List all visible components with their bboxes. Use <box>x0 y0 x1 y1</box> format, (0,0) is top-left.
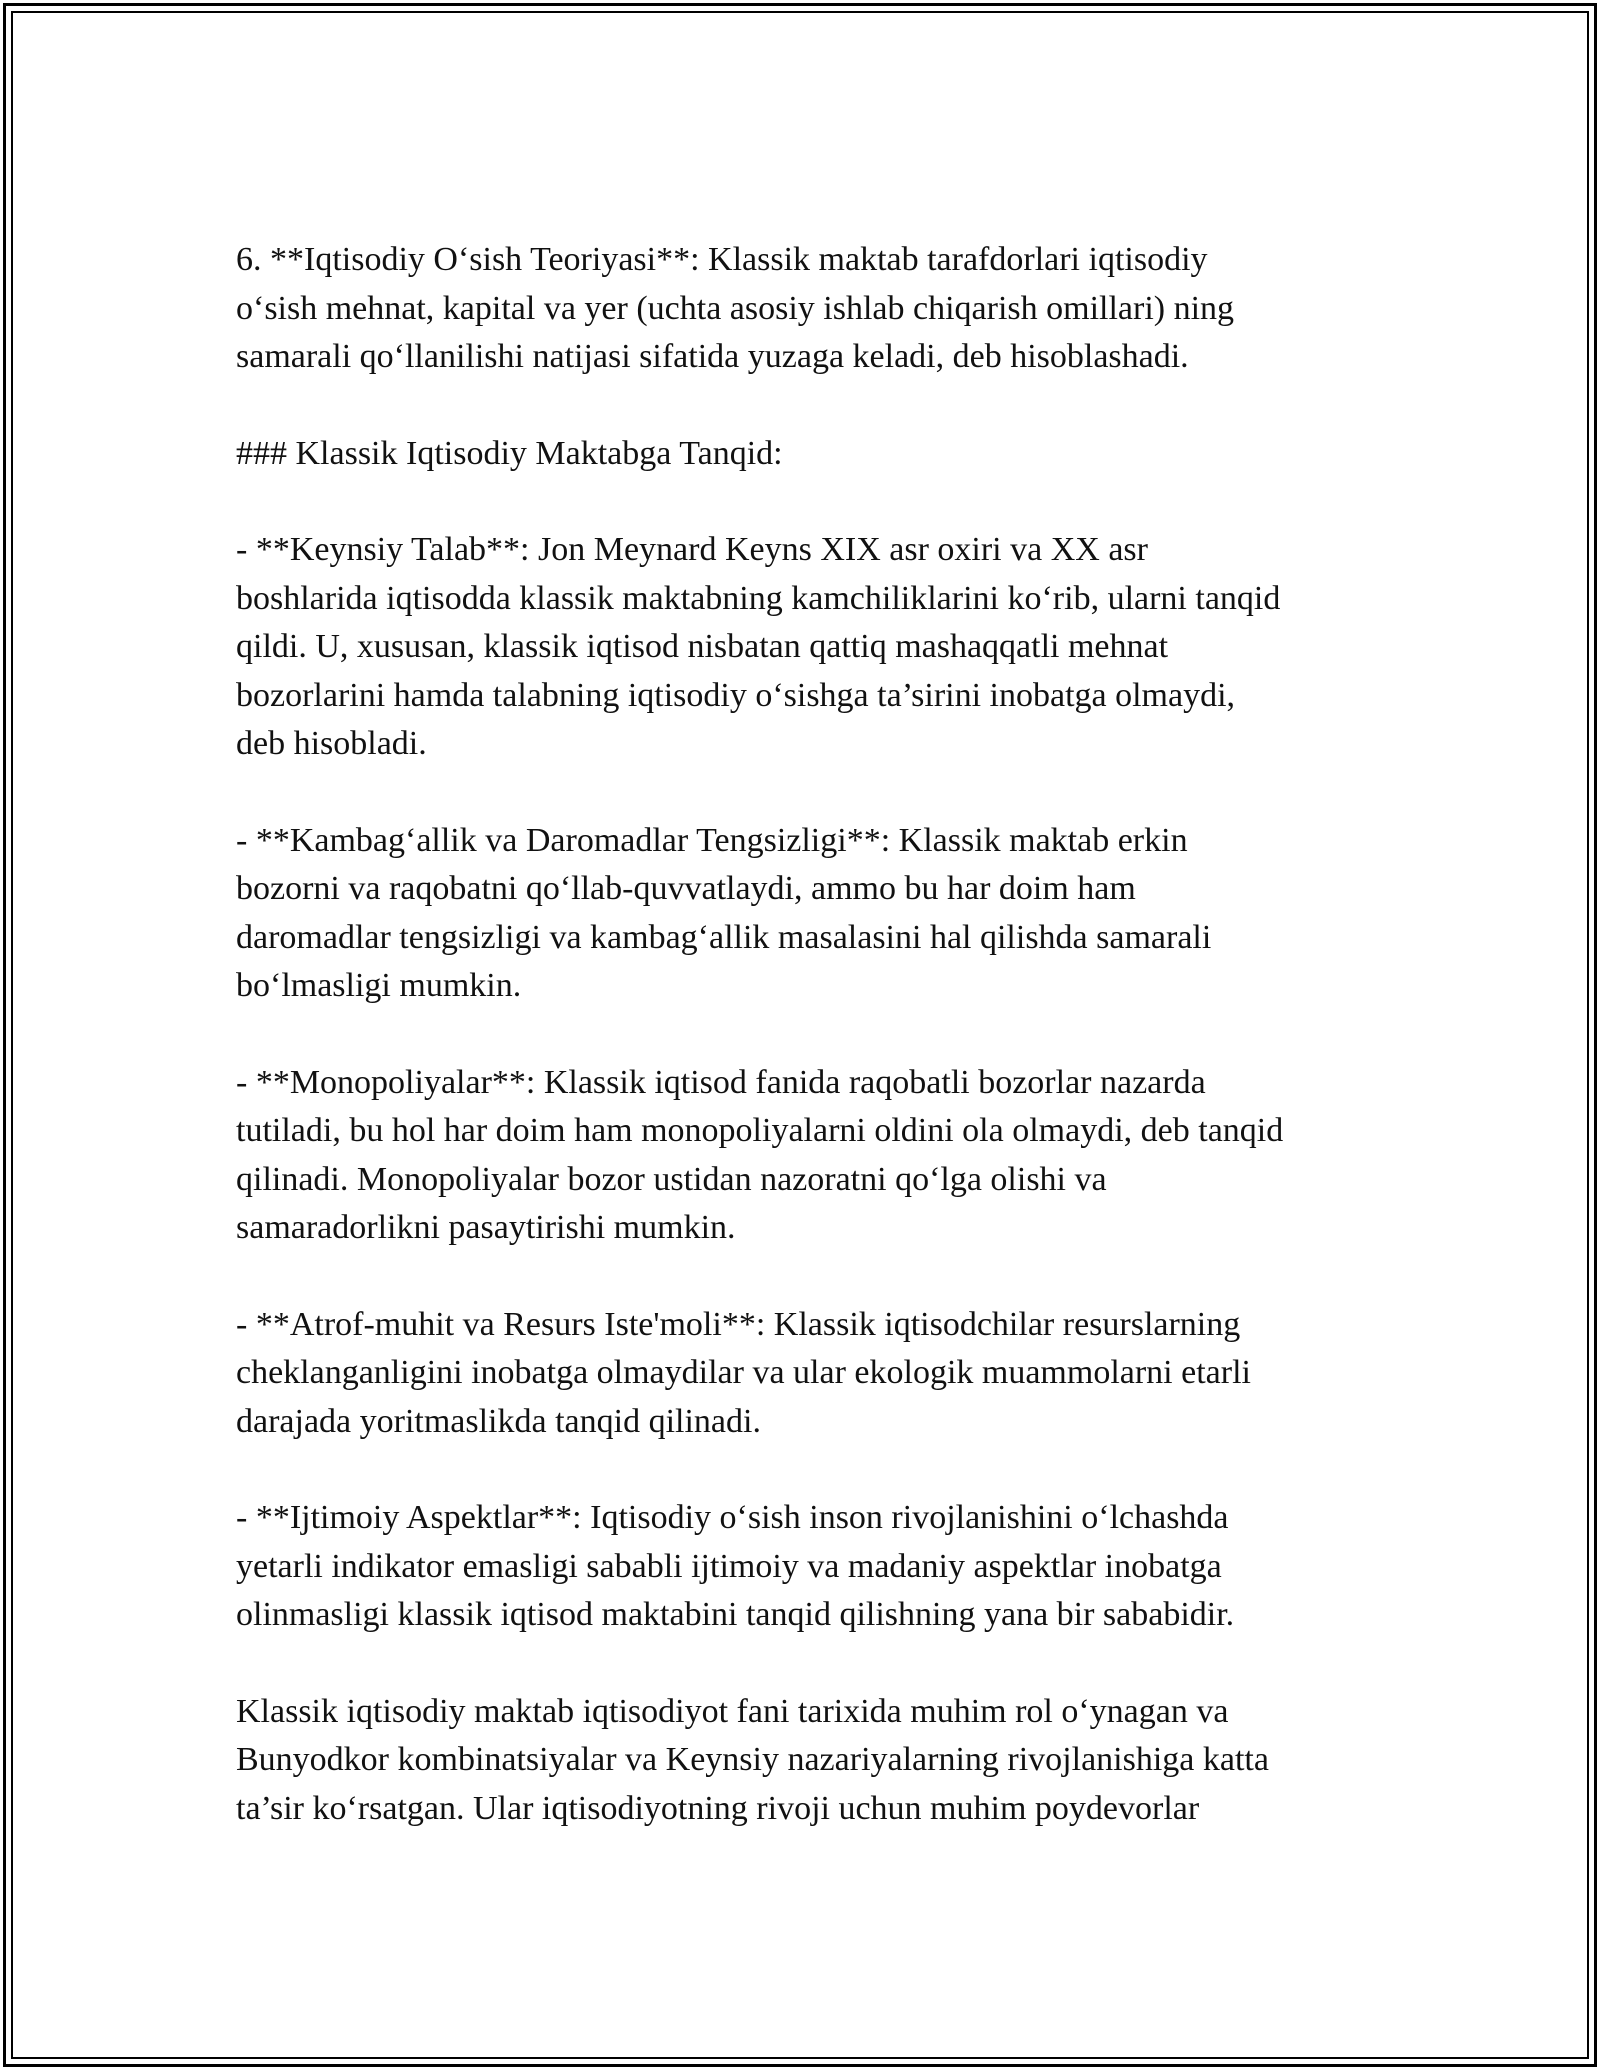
section-heading-critique: ### Klassik Iqtisodiy Maktabga Tanqid: <box>236 434 783 472</box>
document-body <box>236 236 1416 1833</box>
paragraph-growth-theory: 6. **Iqtisodiy O‘sish Teoriyasi**: Klassik maktab tarafdorlari iqtisodiy o‘sish mehnat, kapital va yer (uchta asosiy ishlab chiqarish omillari) ning samarali qo‘llanilishi natijasi sifatida yuzaga keladi, deb hisoblashadi. <box>236 241 1235 375</box>
paragraph-environment-resources: - **Atrof-muhit va Resurs Iste'moli**: Klassik iqtisodchilar resurslarning cheklanganligini inobatga olmaydilar va ular ekologik muammolarni etarli darajada yoritmaslikda tanqid qilinadi. <box>236 1305 1251 1440</box>
paragraph-poverty-inequality: - **Kambag‘allik va Daromadlar Tengsizligi**: Klassik maktab erkin bozorni va raqobatni qo‘llab-quvvatlaydi, ammo bu har doim ham daromadlar tengsizligi va kambag‘allik masalasini hal qilishda samarali bo‘lmasligi mumkin. <box>236 821 1212 1004</box>
paragraph-conclusion: Klassik iqtisodiy maktab iqtisodiyot fani tarixida muhim rol o‘ynagan va Bunyodkor kombinatsiyalar va Keynsiy nazariyalarning rivojlanishiga katta ta’sir ko‘rsatgan. Ular iqtisodiyotning rivoji uchun muhim poydevorlar <box>236 1692 1269 1827</box>
paragraph-monopolies: - **Monopoliyalar**: Klassik iqtisod fanida raqobatli bozorlar nazarda tutiladi, bu hol har doim ham monopoliyalarni oldini ola olmaydi, deb tanqid qilinadi. Monopoliyalar bozor ustidan nazoratni qo‘lga olishi va samaradorlikni pasaytirishi mumkin. <box>236 1063 1284 1246</box>
paragraph-keynesian-demand: - **Keynsiy Talab**: Jon Meynard Keyns XIX asr oxiri va XX asr boshlarida iqtisodda klassik maktabning kamchiliklarini ko‘rib, ularni tanqid qildi. U, xususan, klassik iqtisod nisbatan qattiq mashaqqatli mehnat bozorlarini hamda talabning iqtisodiy o‘sishga ta’sirini inobatga olmaydi, deb hisobladi. <box>236 531 1281 762</box>
paragraph-social-aspects: - **Ijtimoiy Aspektlar**: Iqtisodiy o‘sish inson rivojlanishini o‘lchashda yetarli indikator emasligi sababli ijtimoiy va madaniy aspektlar inobatga olinmasligi klassik iqtisod maktabini tanqid qilishning yana bir sababidir. <box>236 1499 1235 1633</box>
